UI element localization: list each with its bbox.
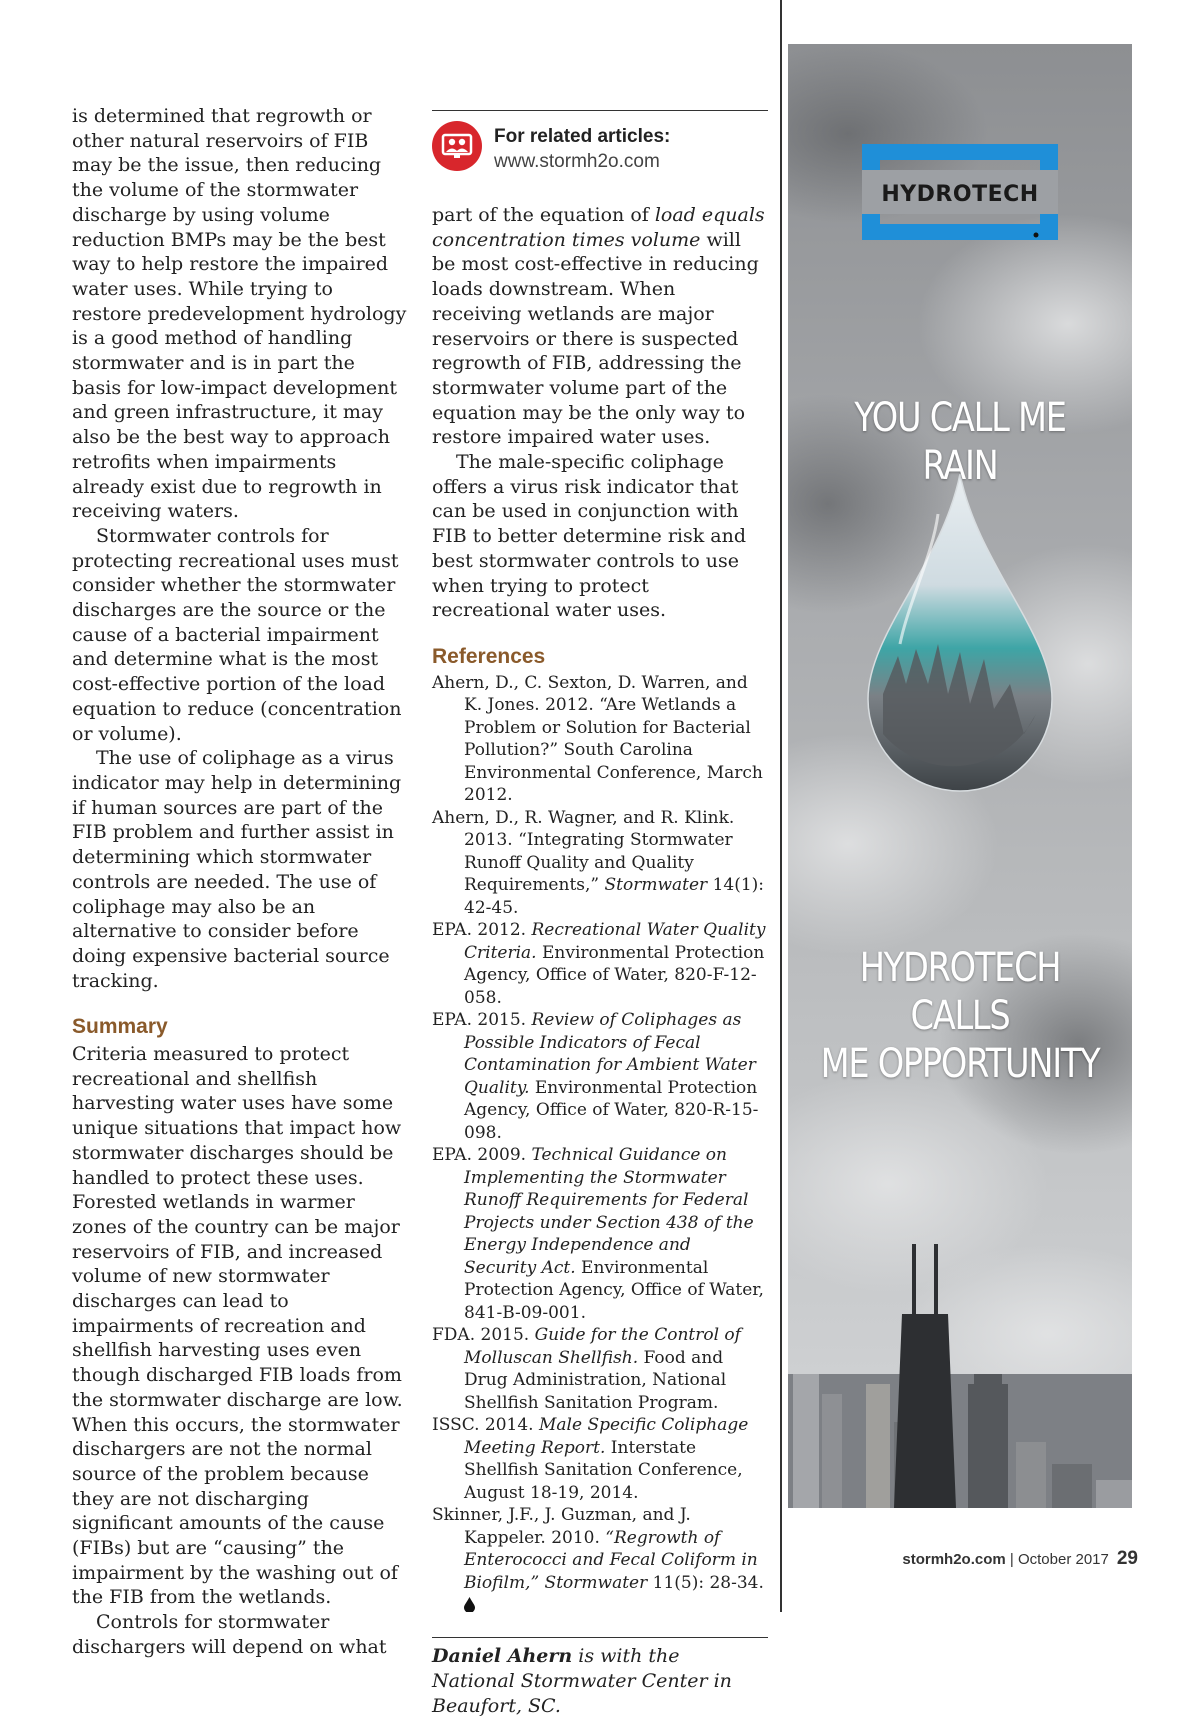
author-bio: Daniel Ahern is with the National Stormwater Center in Beaufort, SC. xyxy=(432,1637,768,1719)
reference-item: Ahern, D., C. Sexton, D. Warren, and K. Jones. 2012. “Are Wetlands a Problem or Solution for Bacterial Pollution?” South Carolina Environmental Conference, March 2012. xyxy=(432,672,763,806)
related-url-link[interactable]: www.stormh2o.com xyxy=(494,150,660,172)
reference-item: EPA. 2009. Technical Guidance on Implementing the Stormwater Runoff Requirements for Federal Projects under Section 438 of the Energy Independence and Security Act. Environmental Protection Agency, Office of Water, 841-B-09-001. xyxy=(432,1145,764,1323)
references-heading: References xyxy=(432,644,546,668)
reference-item: Skinner, J.F., J. Guzman, and J. Kappeler. 2010. “Regrowth of Enterococci and Fecal Coliform in Biofilm,” Stormwater 11(5): 28-34. xyxy=(432,1504,768,1617)
ad-background xyxy=(788,44,1132,1508)
end-drop-icon xyxy=(464,1597,475,1612)
author-name: Daniel Ahern xyxy=(432,1644,573,1667)
body-paragraph: Controls for stormwater dischargers will depend on what xyxy=(72,1611,387,1658)
related-title: For related articles: xyxy=(494,126,671,147)
references-list xyxy=(432,672,768,1617)
reference-item: FDA. 2015. Guide for the Control of Molluscan Shellfish. Food and Drug Administration, National Shellfish Sanitation Program. xyxy=(432,1325,741,1413)
hydrotech-advertisement[interactable] xyxy=(788,44,1132,1508)
body-paragraph: part of the equation of load equals concentration times volume will be most cost-effective in reducing loads downstream. When receiving wetlands are major reservoirs or there is suspected regrowth of FIB, addressing the stormwater volume part of the equation may be the only way to restore impaired water uses. xyxy=(432,204,765,449)
left-column xyxy=(72,104,408,1660)
related-articles-box[interactable] xyxy=(432,110,768,203)
footer-site[interactable]: stormh2o.com xyxy=(902,1551,1006,1568)
middle-column xyxy=(432,110,768,1719)
ad-tagline-rain: YOU CALL ME RAIN xyxy=(854,395,1066,489)
page-footer: stormh2o.com | October 2017 29 xyxy=(902,1548,1138,1569)
people-board-icon xyxy=(432,121,482,171)
body-paragraph: Criteria measured to protect recreational and shellfish harvesting water uses have some unique situations that impact how stormwater discharges should be handled to protect these uses. Forested wetlands in warmer zones of the country can be major reservoirs of FIB, and increased volume of new stormwater discharges can lead to impairments of recreation and shellfish harvesting uses even though discharged FIB loads from the stormwater discharge are low. When this occurs, the stormwater dischargers are not the normal source of the problem because they are not discharging significant amounts of the cause (FIBs) but are “causing” the impairment by the washing out of the FIB from the wetlands. xyxy=(72,1043,403,1609)
reference-item: ISSC. 2014. Male Specific Coliphage Meeting Report. Interstate Shellfish Sanitation Conference, August 18-19, 2014. xyxy=(432,1415,749,1503)
ad-brand-logo: HYDROTECH xyxy=(881,182,1039,207)
reference-item: EPA. 2012. Recreational Water Quality Criteria. Environmental Protection Agency, Office of Water, 820-F-12-058. xyxy=(432,920,766,1008)
body-paragraph: is determined that regrowth or other natural reservoirs of FIB may be the issue, then reducing the volume of the stormwater discharge by using volume reduction BMPs may be the best way to help restore the impaired water uses. While trying to restore predevelopment hydrology is a good method of handling stormwater and is in part the basis for low-impact development and green infrastructure, it may also be the best way to approach retrofits when impairments already exist due to regrowth in receiving waters. xyxy=(72,105,407,523)
footer-issue: October 2017 xyxy=(1017,1551,1109,1568)
reference-item: Ahern, D., R. Wagner, and R. Klink. 2013. “Integrating Stormwater Runoff Quality and Quality Requirements,” Stormwater 14(1): 42-45. xyxy=(432,807,765,918)
body-paragraph: The use of coliphage as a virus indicator may help in determining if human sources are part of the FIB problem and further assist in determining which stormwater controls are needed. The use of coliphage may also be an alternative to consider before doing expensive bacterial source tracking. xyxy=(72,747,402,992)
page-number: 29 xyxy=(1116,1548,1138,1569)
reference-item: EPA. 2015. Review of Coliphages as Possible Indicators of Fecal Contamination for Ambient Water Quality. Environmental Protection Agency, Office of Water, 820-R-15-098. xyxy=(432,1010,759,1143)
body-paragraph: Stormwater controls for protecting recreational uses must consider whether the stormwater discharges are the source or the cause of a bacterial impairment and determine what is the most cost-effective portion of the load equation to reduce (concentration or volume). xyxy=(72,524,402,745)
body-paragraph: The male-specific coliphage offers a virus risk indicator that can be used in conjunction with FIB to better determine risk and best stormwater controls to use when trying to protect recreational water uses. xyxy=(432,451,747,622)
summary-heading: Summary xyxy=(72,1015,168,1039)
ad-tagline-opportunity: HYDROTECH CALLS ME OPPORTUNITY xyxy=(820,945,1100,1087)
column-divider xyxy=(780,0,782,1612)
